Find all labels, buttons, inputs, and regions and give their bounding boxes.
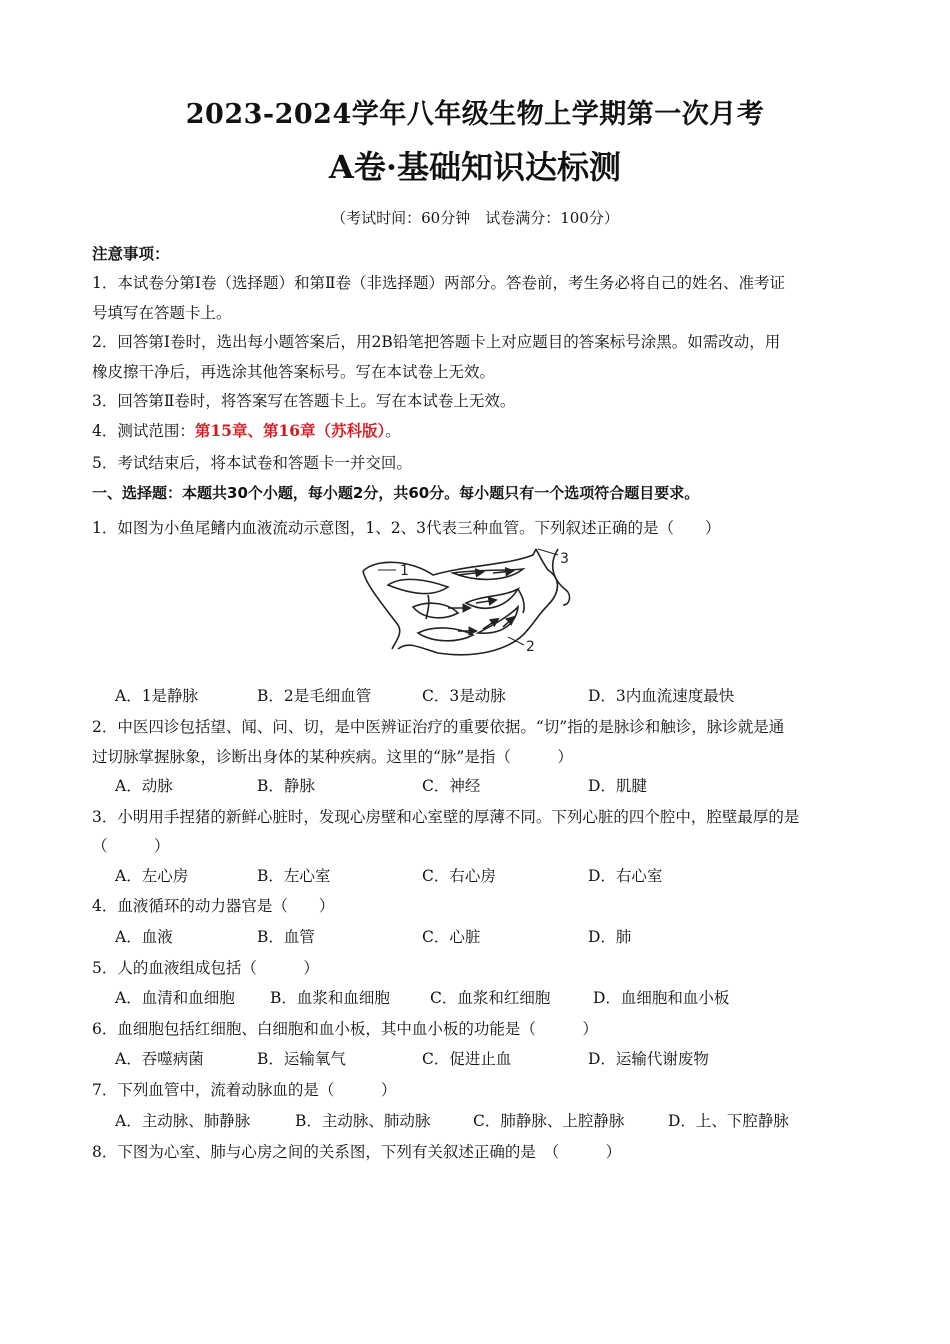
question-stem: 7．下列血管中，流着动脉血的是（ ）	[92, 1081, 397, 1099]
option-a[interactable]: A．主动脉、肺静脉	[115, 1112, 251, 1130]
option-c[interactable]: C．心脏	[422, 928, 481, 946]
figure-label-3: 3	[560, 551, 569, 567]
question-stem: 5．人的血液组成包括（ ）	[92, 959, 319, 977]
option-b[interactable]: B．血浆和血细胞	[270, 989, 390, 1007]
note-line: 2．回答第Ⅰ卷时，选出每小题答案后，用2B铅笔把答题卡上对应题目的答案标号涂黑。如需改动，用	[92, 333, 781, 351]
exam-title: 2023-2024学年八年级生物上学期第一次月考	[185, 99, 765, 130]
option-d[interactable]: D．肌腱	[588, 777, 647, 795]
option-c[interactable]: C．右心房	[422, 867, 496, 885]
exam-info: （考试时间：60分钟 试卷满分：100分）	[331, 209, 619, 227]
question-stem: （ ）	[92, 837, 170, 855]
option-b[interactable]: B．主动脉、肺动脉	[295, 1112, 431, 1130]
question-stem: 过切脉掌握脉象，诊断出身体的某种疾病。这里的“脉”是指（ ）	[92, 748, 573, 766]
exam-subtitle: A卷·基础知识达标测	[329, 148, 621, 186]
question-stem: 6．血细胞包括红细胞、白细胞和血小板，其中血小板的功能是（ ）	[92, 1020, 598, 1038]
scope-prefix: 4．测试范围：	[92, 422, 195, 440]
option-d[interactable]: D．血细胞和血小板	[593, 989, 730, 1007]
note-line: 橡皮擦干净后，再选涂其他答案标号。写在本试卷上无效。	[92, 363, 496, 381]
option-a[interactable]: A．吞噬病菌	[115, 1050, 204, 1068]
option-b[interactable]: B．血管	[257, 928, 315, 946]
option-b[interactable]: B．运输氧气	[257, 1050, 346, 1068]
option-a[interactable]: A．左心房	[115, 867, 189, 885]
scope-suffix: 。	[385, 422, 401, 440]
question-stem: 8．下图为心室、肺与心房之间的关系图，下列有关叙述正确的是 （ ）	[92, 1143, 622, 1161]
option-d[interactable]: D．3内血流速度最快	[588, 687, 735, 705]
notes-heading: 注意事项：	[92, 244, 170, 263]
option-b[interactable]: B．静脉	[257, 777, 315, 795]
figure-label-1: 1	[400, 563, 409, 579]
option-b[interactable]: B．2是毛细血管	[257, 687, 372, 705]
note-line: 3．回答第Ⅱ卷时，将答案写在答题卡上。写在本试卷上无效。	[92, 392, 516, 410]
note-line-scope	[92, 419, 401, 441]
question-stem: 2．中医四诊包括望、闻、问、切，是中医辨证治疗的重要依据。“切”指的是脉诊和触诊，脉诊就是通	[92, 718, 785, 736]
note-line: 5．考试结束后，将本试卷和答题卡一并交回。	[92, 454, 412, 472]
question-stem: 1．如图为小鱼尾鳍内血液流动示意图，1、2、3代表三种血管。下列叙述正确的是（ ）	[92, 519, 721, 537]
option-a[interactable]: A．动脉	[115, 777, 173, 795]
option-d[interactable]: D．上、下腔静脉	[668, 1112, 789, 1130]
figure-label-2: 2	[526, 639, 535, 655]
note-line: 号填写在答题卡上。	[92, 304, 232, 322]
fish-tail-blood-flow-figure	[358, 545, 588, 663]
section-heading: 一、选择题：本题共30个小题，每小题2分，共60分。每小题只有一个选项符合题目要求。	[92, 484, 700, 502]
note-line: 1．本试卷分第Ⅰ卷（选择题）和第Ⅱ卷（非选择题）两部分。答卷前，考生务必将自己的姓名、准考证	[92, 274, 786, 292]
option-b[interactable]: B．左心室	[257, 867, 331, 885]
question-stem: 4．血液循环的动力器官是（ ）	[92, 897, 335, 915]
option-d[interactable]: D．肺	[588, 928, 632, 946]
option-d[interactable]: D．运输代谢废物	[588, 1050, 709, 1068]
option-a[interactable]: A．1是静脉	[115, 687, 199, 705]
scope-chapters: 第15章、第16章（苏科版）	[194, 421, 386, 440]
option-c[interactable]: C．肺静脉、上腔静脉	[473, 1112, 625, 1130]
option-c[interactable]: C．3是动脉	[422, 687, 506, 705]
option-c[interactable]: C．血浆和红细胞	[430, 989, 551, 1007]
question-stem: 3．小明用手捏猪的新鲜心脏时，发现心房壁和心室壁的厚薄不同。下列心脏的四个腔中，腔壁最厚的是	[92, 808, 800, 826]
option-c[interactable]: C．神经	[422, 777, 481, 795]
option-c[interactable]: C．促进止血	[422, 1050, 512, 1068]
option-a[interactable]: A．血清和血细胞	[115, 989, 235, 1007]
option-a[interactable]: A．血液	[115, 928, 173, 946]
option-d[interactable]: D．右心室	[588, 867, 663, 885]
